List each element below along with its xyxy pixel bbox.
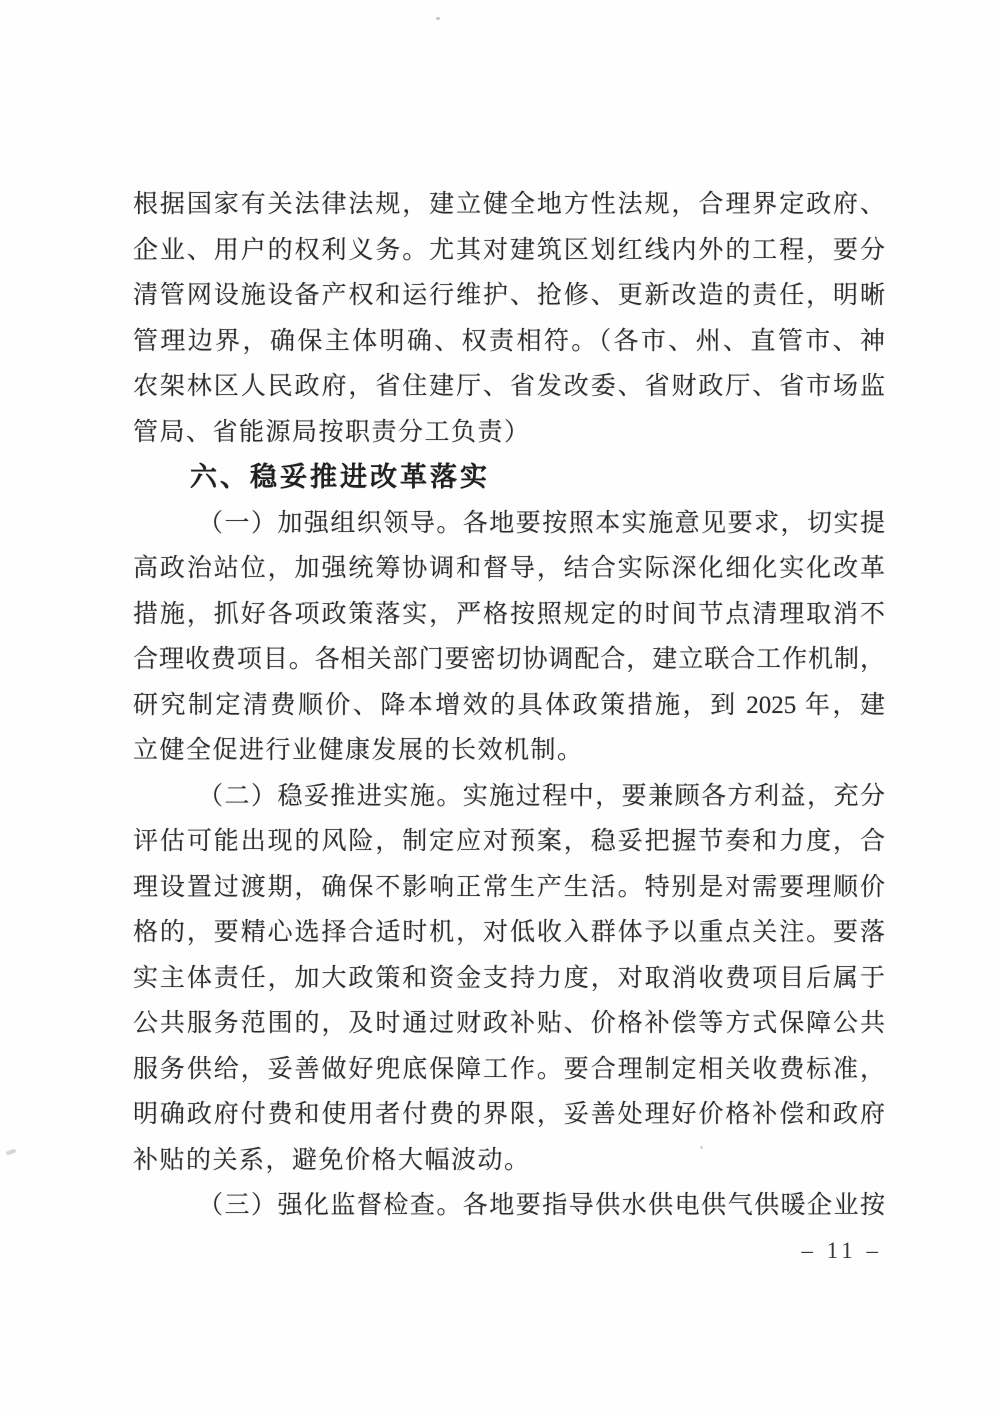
text-line: 立健全促进行业健康发展的长效机制。 [133,737,584,764]
text-line: 服务供给，妥善做好兜底保障工作。要合理制定相关收费标准， [133,1055,885,1083]
page-number: – 11 – [801,1238,882,1263]
text-line: 合理收费项目。各相关部门要密切协调配合，建立联合工作机制， [133,646,885,673]
scan-artifact [700,1146,703,1149]
text-line: 清管网设施设备产权和运行维护、抢修、更新改造的责任，明晰 [133,282,885,309]
text-line: （二）稳妥推进实施。实施过程中，要兼顾各方利益，充分 [198,782,885,810]
text-line: 高政治站位，加强统筹协调和督导，结合实际深化细化实化改革 [133,555,885,582]
text-line: 理设置过渡期，确保不影响正常生产生活。特别是对需要理顺价 [133,873,885,901]
text-line: 格的，要精心选择合适时机，对低收入群体予以重点关注。要落 [133,919,885,946]
text-line: 明确政府付费和使用者付费的界限，妥善处理好价格补偿和政府 [133,1101,885,1128]
text-line: 研究制定清费顺价、降本增效的具体政策措施，到 2025 年，建 [133,691,885,719]
scan-artifact [6,1148,17,1155]
scan-artifact [436,17,440,20]
text-line: 管理边界，确保主体明确、权责相符。（各市、州、直管市、神 [133,327,885,355]
text-line: 公共服务范围的，及时通过财政补贴、价格补偿等方式保障公共 [133,1010,885,1037]
text-line: 企业、用户的权利义务。尤其对建筑区划红线内外的工程，要分 [133,236,885,264]
document-body [133,182,885,1229]
text-line: 农架林区人民政府，省住建厅、省发改委、省财政厅、省市场监 [133,373,885,400]
section-heading: 六、稳妥推进改革落实 [190,462,490,492]
text-line: 根据国家有关法律法规，建立健全地方性法规，合理界定政府、 [133,191,885,218]
text-line: 补贴的关系，避免价格大幅波动。 [133,1146,531,1174]
text-line: 实主体责任，加大政策和资金支持力度，对取消收费项目后属于 [133,964,885,992]
text-line: 评估可能出现的风险，制定应对预案，稳妥把握节奏和力度，合 [133,828,885,855]
text-line: （一）加强组织领导。各地要按照本实施意见要求，切实提 [198,509,885,537]
text-line: （三）强化监督检查。各地要指导供水供电供气供暖企业按 [198,1192,885,1219]
text-line: 措施，抓好各项政策落实，严格按照规定的时间节点清理取消不 [133,600,885,628]
text-line: 管局、省能源局按职责分工负责） [133,418,531,446]
